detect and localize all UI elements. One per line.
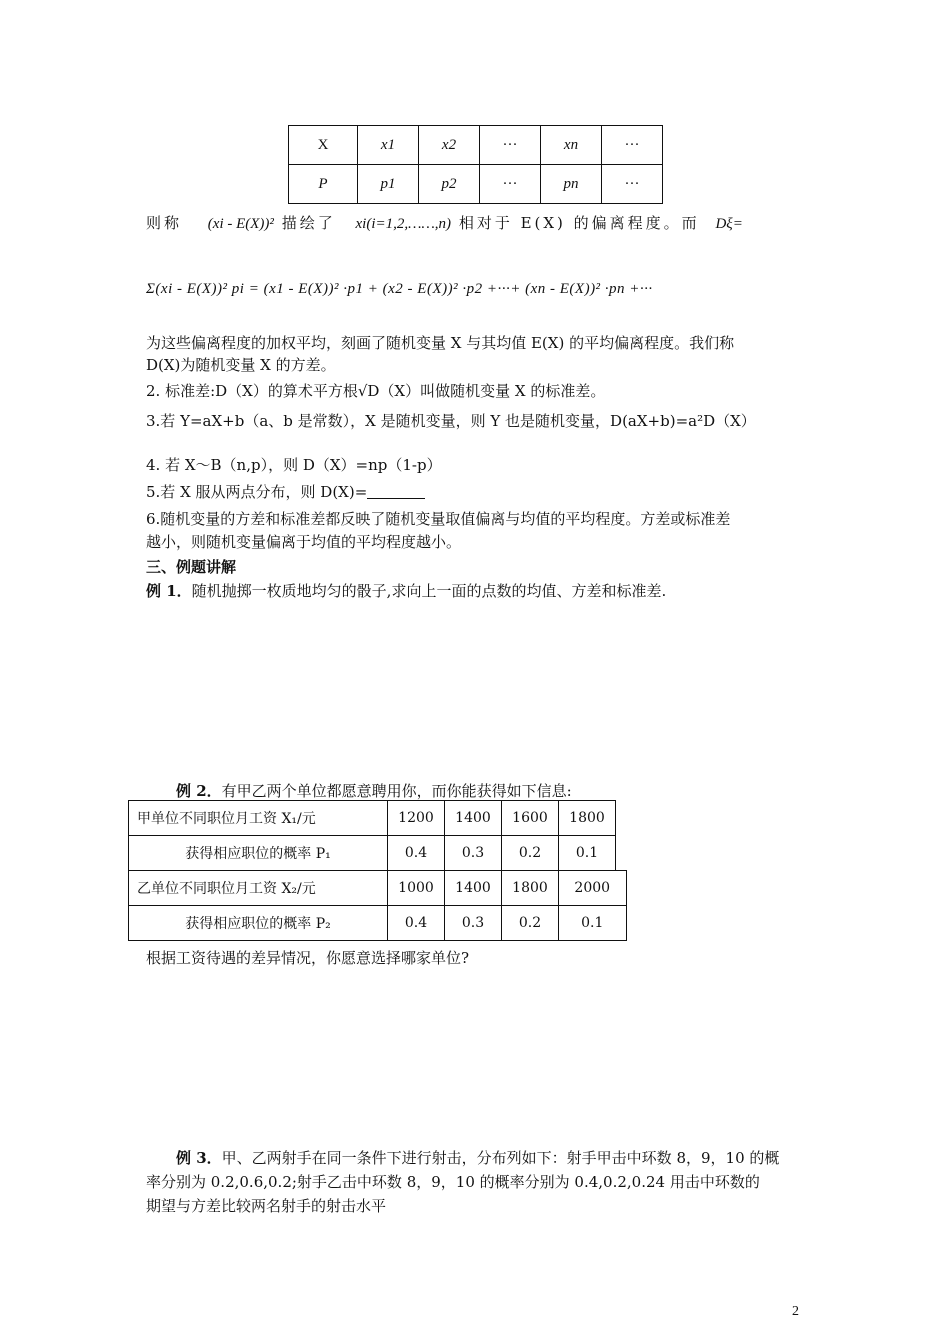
example-3-line2: 率分别为 0.2,0.6,0.2;射手乙击中环数 8，9，10 的概率分别为 0.4,0.2,0.24 用击中环数的 [146, 1173, 760, 1191]
table-row [289, 165, 663, 204]
deviation-expression: (xi - E(X))² [207, 216, 274, 232]
answer-blank [367, 483, 425, 499]
table-cell: 1400 [445, 871, 502, 906]
example-3-line3: 期望与方差比较两名射手的射击水平 [146, 1197, 387, 1215]
item-two-point [146, 481, 425, 503]
variance-definition-line3: 为这些偏离程度的加权平均，刻画了随机变量 X 与其均值 E(X) 的平均偏离程度。我们称 [146, 334, 735, 352]
text-prefix: 则称 [146, 214, 183, 232]
example-2 [176, 780, 572, 802]
item-6-line1: 6.随机变量的方差和标准差都反映了随机变量取值偏离与均值的平均程度。方差或标准差 [146, 510, 731, 528]
table-cell: ··· [480, 126, 541, 165]
table-cell: 0.3 [445, 906, 502, 941]
table-cell: x1 [358, 126, 419, 165]
spacer-cell [616, 836, 627, 871]
table-cell: 0.2 [502, 906, 559, 941]
table-cell: p1 [358, 165, 419, 204]
table-cell: 0.1 [559, 906, 627, 941]
table-cell: x2 [419, 126, 480, 165]
table-row [129, 836, 627, 871]
text-mid1: 描绘了 [281, 214, 336, 232]
table-cell: 乙单位不同职位月工资 X₂/元 [129, 871, 388, 906]
section-title: 三、例题讲解 [146, 558, 237, 576]
example-3-text: 甲、乙两射手在同一条件下进行射击，分布列如下：射手甲击中环数 8，9，10 的概 [221, 1149, 780, 1167]
table-row [129, 906, 627, 941]
table-cell: 获得相应职位的概率 P₁ [129, 836, 388, 871]
table-cell: 2000 [559, 871, 627, 906]
table-cell: P [289, 165, 358, 204]
spacer-cell [616, 801, 627, 836]
item-6-line2: 越小，则随机变量偏离于均值的平均程度越小。 [146, 533, 462, 551]
table-cell: 1800 [559, 801, 616, 836]
table-row [129, 871, 627, 906]
salary-table [128, 800, 627, 941]
text-mid2: 相对于 E(X) 的偏离程度。而 [458, 214, 700, 232]
table-cell: 甲单位不同职位月工资 X₁/元 [129, 801, 388, 836]
variance-symbol: Dξ= [715, 216, 743, 232]
example-3-line1 [176, 1147, 779, 1169]
table-cell: 0.4 [388, 906, 445, 941]
table-cell: 1000 [388, 871, 445, 906]
page-number: 2 [792, 1304, 799, 1319]
table-cell: pn [541, 165, 602, 204]
table-cell: ··· [602, 126, 663, 165]
table-cell: 0.4 [388, 836, 445, 871]
item-linear-transform: 3.若 Y=aX+b（a、b 是常数），X 是随机变量，则 Y 也是随机变量，D(aX+b)=a²D（X） [146, 412, 756, 430]
example-1-text: 随机抛掷一枚质地均匀的骰子,求向上一面的点数的均值、方差和标准差. [191, 582, 667, 600]
index-expression: xi(i=1,2,……,n) [355, 216, 452, 232]
variance-sum-formula: Σ(xi - E(X))² pi = (x1 - E(X))² ·p1 + (x2 - E(X))² ·p2 +···+ (xn - E(X))² ·pn +··· [146, 281, 653, 297]
distribution-table [288, 125, 663, 204]
table-cell: 0.2 [502, 836, 559, 871]
item-binomial: 4. 若 X～B（n,p），则 D（X）=np（1-p） [146, 456, 442, 474]
variance-definition-line1 [146, 212, 743, 235]
table-cell: 1400 [445, 801, 502, 836]
example-3-label: 例 3． [176, 1149, 222, 1167]
example-1 [146, 580, 666, 602]
table-cell: 0.1 [559, 836, 616, 871]
table-cell: xn [541, 126, 602, 165]
example-2-label: 例 2． [176, 782, 222, 800]
table-cell: 0.3 [445, 836, 502, 871]
table-cell: ··· [602, 165, 663, 204]
example-2-text: 有甲乙两个单位都愿意聘用你，而你能获得如下信息: [221, 782, 572, 800]
table-cell: X [289, 126, 358, 165]
example-1-label: 例 1． [146, 582, 192, 600]
table-cell: p2 [419, 165, 480, 204]
table-row [289, 126, 663, 165]
table-cell: 1600 [502, 801, 559, 836]
table-cell: 1800 [502, 871, 559, 906]
item-standard-deviation: 2. 标准差:D（X）的算术平方根√D（X）叫做随机变量 X 的标准差。 [146, 382, 606, 400]
table-cell: 获得相应职位的概率 P₂ [129, 906, 388, 941]
variance-definition-line4: D(X)为随机变量 X 的方差。 [146, 356, 336, 374]
table-cell: ··· [480, 165, 541, 204]
item-two-point-text: 5.若 X 服从两点分布，则 D(X)= [146, 483, 368, 501]
table-cell: 1200 [388, 801, 445, 836]
example-2-question: 根据工资待遇的差异情况，你愿意选择哪家单位? [146, 949, 470, 967]
table-row [129, 801, 627, 836]
